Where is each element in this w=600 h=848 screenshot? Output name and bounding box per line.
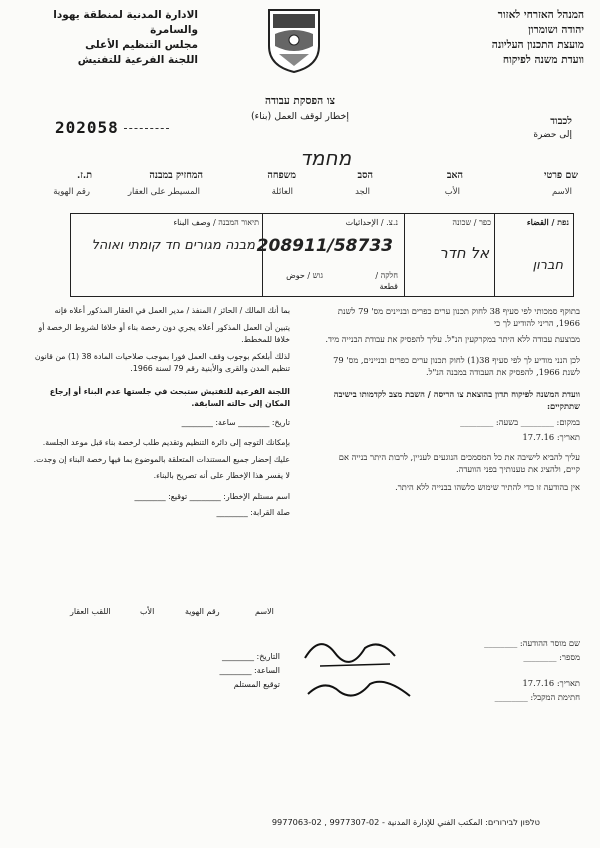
body-he-p3: לכן הנני מודיע לך לפי סעיף 38(1) לחוק תכנון ערים כפרים ובניינים, מס' 79 לשנת 1966, להפסיק את העבודה במבנה הנ"ל. (333, 354, 580, 377)
divider (404, 214, 405, 296)
receipt-date: التاريخ: ________ (221, 652, 280, 661)
desc-value: מבנה מגורים חד קומתי ואוהל (91, 238, 255, 253)
col-owner-ar: المسيطر على العقار (127, 187, 200, 197)
serial-number: 202058 (55, 118, 119, 137)
inspector-signature-drawing (300, 628, 410, 673)
receipt-signature: توقيع المستلم (233, 680, 280, 689)
col-name-ar: الاسم (552, 187, 572, 197)
body-he-p2: מבוצעת עבודה ללא היתר במקרקעין הנ"ל. עליך להפסיק את עבודת הבנייה מיד. (325, 334, 580, 345)
emblem-icon (265, 6, 323, 74)
divider (494, 214, 495, 296)
to-label-arabic: إلى حضرة (533, 130, 572, 140)
sig-date: תאריך: 17.7.16 (522, 678, 580, 688)
village-label: כפר / שכונה (452, 218, 491, 227)
title-arabic: إخطار لوقف العمل (بناء) (250, 111, 350, 122)
col-id-he: ת.ז. (76, 170, 92, 181)
receipt-received-by: اسم مستلم الإخطار: ________ توقيع: ________ (134, 491, 290, 501)
title-hebrew: צו הפסקת עבודה (264, 95, 336, 107)
receiver-signature-drawing (300, 674, 420, 706)
coord-value: 208911/58733 (256, 236, 393, 256)
location-box (70, 213, 574, 297)
header-ar-line-2: والسامرة (150, 24, 198, 36)
header-he-line-3: מועצת התכנון העליונה (491, 39, 584, 51)
header-he-line-4: וועדת משנה לפיקוח (502, 54, 584, 66)
body-he-p1: בתוקף סמכותי לפי סעיף 38 לחוק תכנון ערים כפרים ובניינים מס' 79 לשנת 1966, הריני להודיע לך כי (337, 306, 580, 329)
receipt-row (70, 607, 290, 621)
parcel-label: חלקה / قطعة (375, 271, 398, 291)
receipt-date-block (120, 650, 280, 692)
desc-label: תיאור המבנה / وصف البناء (173, 218, 259, 227)
col-father-ar: الأب (444, 187, 460, 197)
coord-label: נ.צ. / الإحداثيات (345, 218, 398, 227)
to-label-hebrew: לכבוד (550, 116, 572, 127)
header-hebrew (374, 8, 584, 68)
receipt-label-father: الأب (140, 607, 155, 616)
body-he-p6: אין בהודעה זו כדי להתיר שימוש כלשהו בבנייה ללא היתר. (395, 482, 580, 493)
col-family-he: משפחה (267, 170, 296, 181)
body-hebrew (325, 305, 580, 499)
col-name-he: שם פרטי (543, 170, 578, 181)
header-ar-line-3: مجلس التنظيم الأعلى (85, 39, 198, 51)
receipt-time: الساعة: ________ (219, 666, 280, 675)
footer-contact: טלפון לבירורים: المكتب الفني للإدارة المدنية - 02-9977307 , 02-9977063 (271, 817, 540, 827)
col-owner-he: המחזיק במבנה (149, 170, 203, 181)
body-ar-p1: بما أنك المالك / الحائز / المنفذ / مدير العمل في العقار المذكور أعلاه فإنه (54, 306, 290, 315)
body-arabic (32, 305, 290, 524)
sig-id: מספר: ________ (523, 652, 580, 662)
receipt-label-property: اللقب العقار (70, 607, 111, 616)
header-ar-line-4: اللجنة الفرعية للتفتيش (77, 54, 198, 66)
col-grandfather-he: הסב (357, 170, 373, 181)
body-ar-p4: اللجنة الفرعية للتفتيش ستبحث في جلستها عدم البناء أو إرجاع المكان إلى حالته السابقة. (49, 386, 290, 408)
col-grandfather-ar: الجد (355, 187, 370, 197)
village-value: אל חדר (439, 244, 489, 262)
header-he-line-1: המנהל האזרחי לאזור (497, 9, 584, 21)
region-label: נפת / القضاء (526, 217, 569, 227)
block-label: גוש / حوض (286, 271, 323, 280)
col-family-ar: العائلة (271, 187, 293, 197)
body-he-p4: וועדת המשנה לפיקוח תדון בהוצאת צו הריסה / השבת מצב לקדמותו בישיבה שתתקיים: (333, 389, 580, 412)
serial-underline (124, 128, 169, 129)
header-he-line-2: יהודה ושומרון (528, 24, 584, 36)
body-he-place: במקום: ________ בשעה: ________ (460, 417, 580, 428)
body-ar-p6: عليك إحضار جميع المستندات المتعلقة بالموضوع بما فيها رخصة البناء إن وجدت. (33, 454, 290, 464)
region-value: חברון (532, 258, 563, 273)
sig-receiver: חתימת המקבל: ________ (494, 692, 580, 702)
body-ar-p2: يتبين أن العمل المذكور أعلاه يجري دون رخصة بناء أو خلافا لشروط الرخصة أو خلافا للمخطط. (38, 322, 290, 344)
receipt-label-id: رقم الهوية (185, 607, 220, 616)
body-ar-p5: بإمكانك التوجه إلى دائرة التنظيم وتقديم طلب لرخصة بناء قبل موعد الجلسة. (42, 438, 290, 447)
handwritten-name: מחמד (300, 146, 352, 170)
receipt-label-name: الاسم (255, 607, 274, 616)
body-he-p5: עליך להביא לישיבה את כל המסמכים הנוגעים לעניין, לרבות היתר בנייה אם קיים, ולהציג את טענותיך בפני הוועדה. (338, 451, 580, 475)
body-ar-p7: لا يفسر هذا الإخطار على أنه تصريح بالبناء. (153, 471, 290, 480)
header-ar-line-1: الادارة المدنية لمنطقة يهودا (53, 9, 198, 21)
col-id-ar: رقم الهوية (53, 187, 90, 197)
body-he-date: תאריך: 17.7.16 (522, 431, 580, 442)
body-ar-date: تاريخ: ________ ساعة: ________ (181, 417, 290, 427)
receipt-relation: صلة القرابة: ________ (216, 508, 290, 517)
body-ar-p3: لذلك أبلغكم بوجوب وقف العمل فورا بموجب صلاحيات المادة 38 (1) من قانون تنظيم المدن والقرى والأبنية رقم 79 لسنة 1966. (34, 351, 290, 373)
sig-inspector: שם מוסר ההודעה: ________ (484, 638, 580, 648)
person-columns (30, 170, 578, 204)
col-father-he: האב (446, 170, 463, 181)
header-arabic (28, 8, 198, 68)
